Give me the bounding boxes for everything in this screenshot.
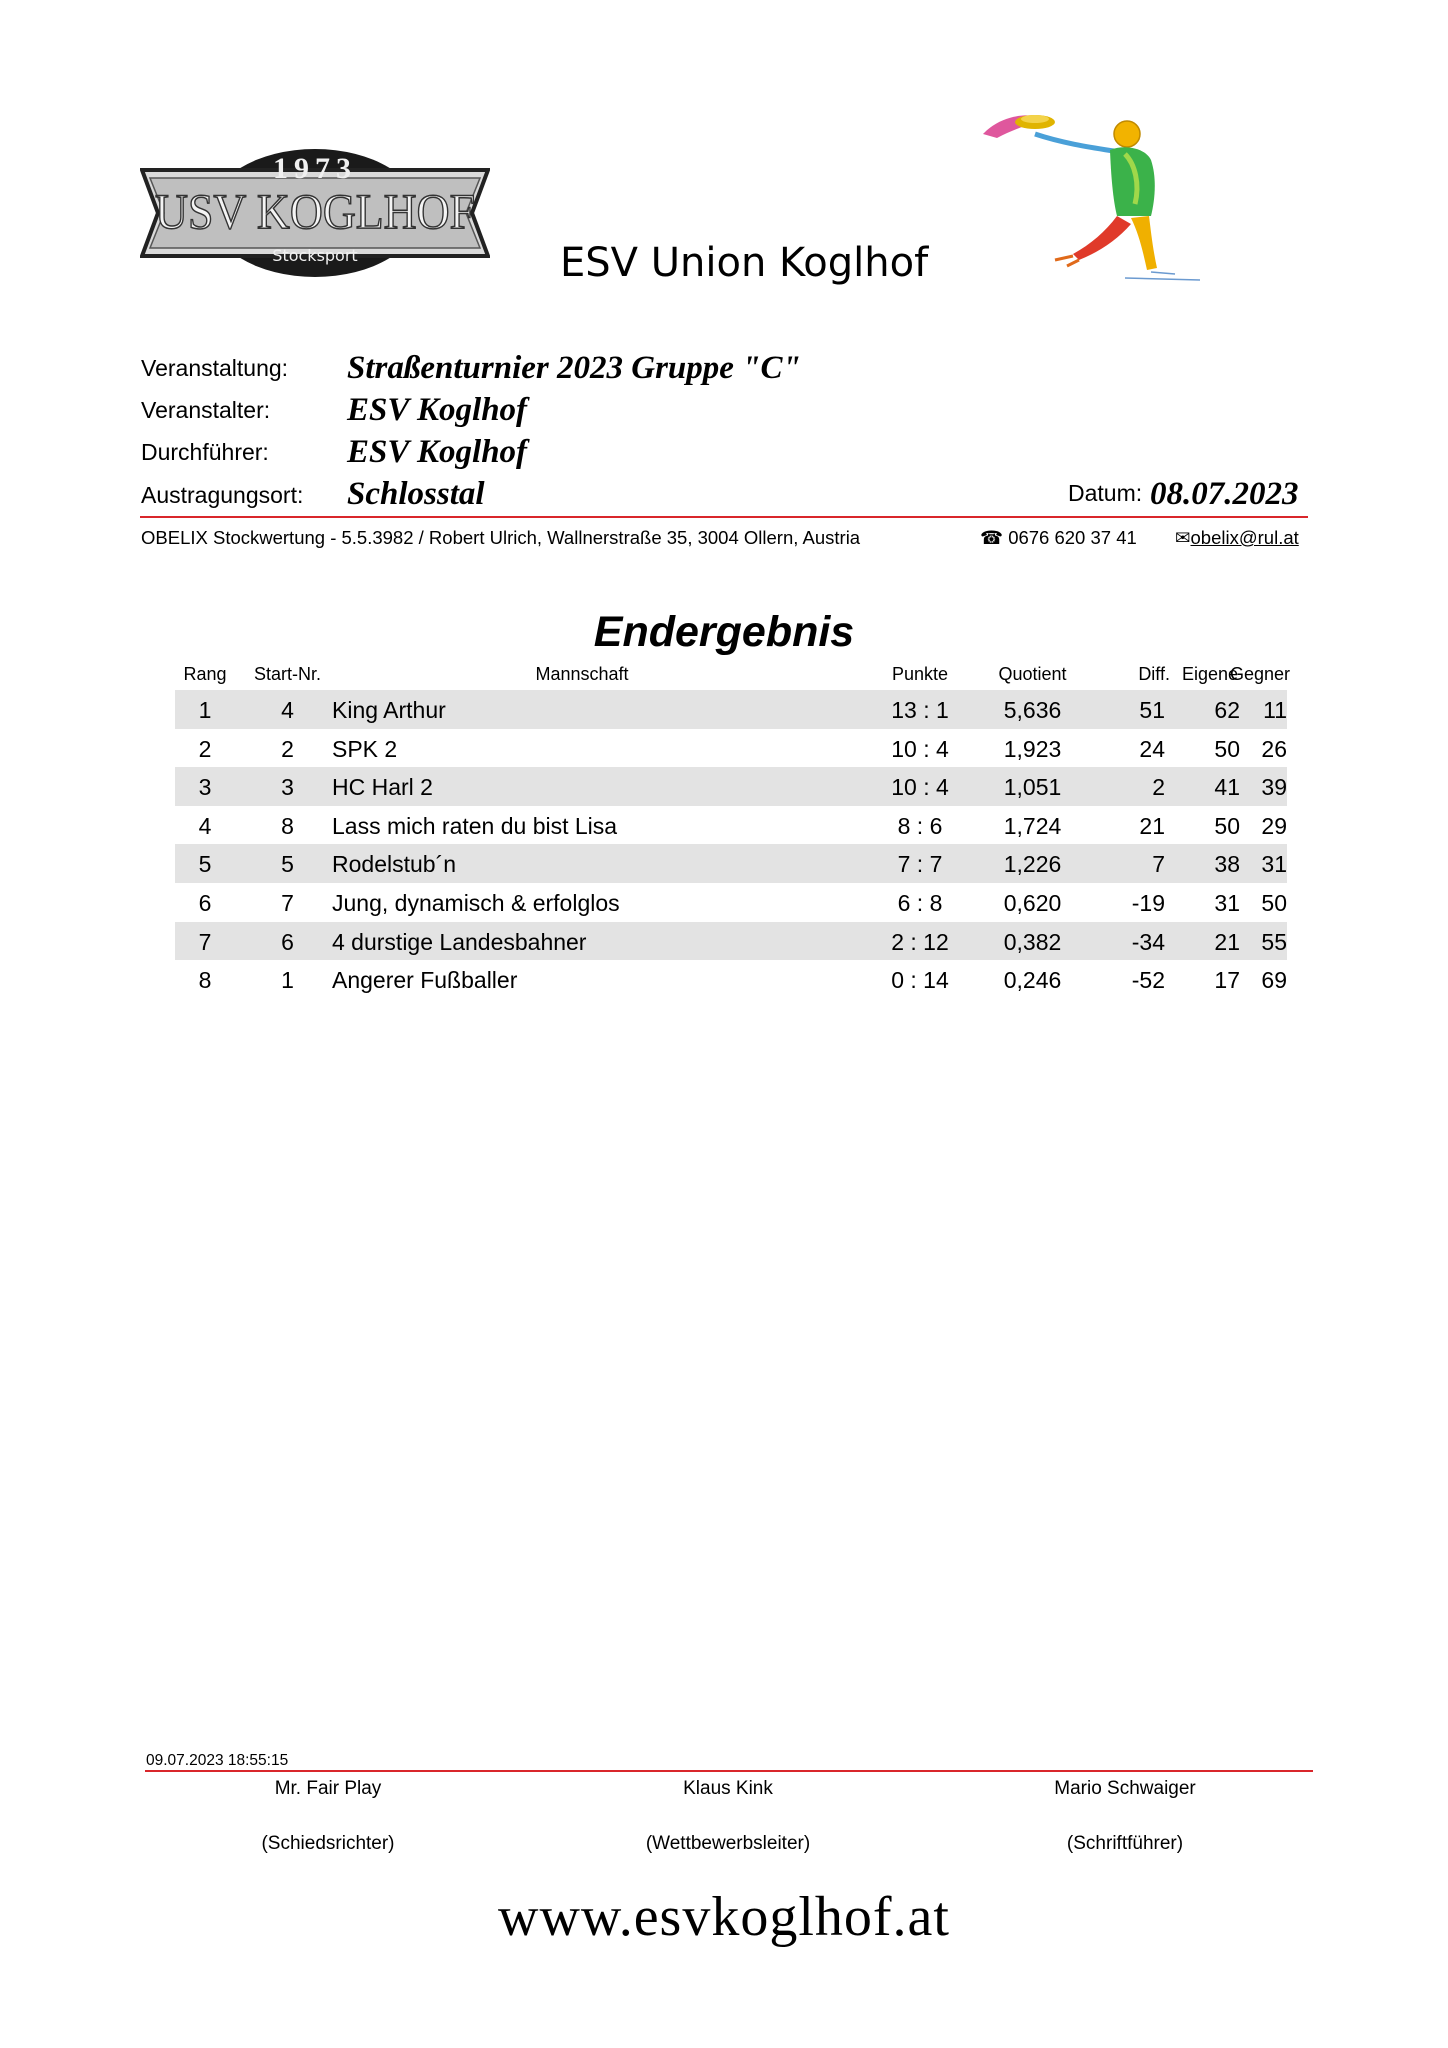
cell-start: 7 [281,889,294,916]
cell-eigene: 38 [1214,851,1240,878]
cell-quotient: 5,636 [1003,697,1062,723]
cell-eigene: 62 [1214,697,1240,723]
cell-eigene: 41 [1214,774,1240,801]
cell-start: 1 [281,967,294,994]
cell-team: Angerer Fußballer [332,967,518,994]
cell-punkte: 8 : 6 [897,812,943,839]
datum-value: 08.07.2023 [1150,476,1299,512]
cell-punkte: 6 : 8 [897,889,943,916]
signature-name: Mario Schwaiger [1054,1778,1196,1799]
cell-punkte: 0 : 14 [891,967,949,994]
ort-label: Austragungsort: [141,482,304,508]
cell-quotient: 1,226 [1003,851,1062,878]
software-credit: OBELIX Stockwertung - 5.5.3982 / Robert Ulrich, Wallnerstraße 35, 3004 Ollern, Austria [141,527,861,548]
datum-label: Datum: [1068,480,1143,506]
cell-team: 4 durstige Landesbahner [332,928,587,955]
table-row [175,883,1287,922]
cell-gegner: 26 [1261,735,1287,762]
cell-team: HC Harl 2 [332,774,433,801]
result-title: Endergebnis [593,608,855,656]
cell-eigene: 17 [1214,967,1240,994]
cell-team: King Arthur [332,697,446,723]
veranstaltung-label: Veranstaltung: [141,355,289,381]
phone-contact [980,527,1137,549]
table-row [175,806,1287,845]
cell-quotient: 0,382 [1003,928,1062,955]
signature-name: Mr. Fair Play [274,1778,382,1799]
cell-rang: 1 [198,697,212,723]
cell-punkte: 7 : 7 [897,851,943,878]
cell-gegner: 29 [1261,812,1287,839]
cell-quotient: 1,724 [1003,812,1062,839]
club-logo [140,148,490,278]
cell-punkte: 13 : 1 [891,697,949,723]
cell-start: 3 [281,774,294,801]
durchfuehrer-value: ESV Koglhof [347,434,528,470]
cell-start: 2 [281,735,294,762]
print-timestamp: 09.07.2023 18:55:15 [146,1752,289,1769]
cell-quotient: 1,923 [1003,735,1062,762]
cell-gegner: 11 [1263,697,1287,723]
cell-rang: 3 [198,774,212,801]
header-eigene: Eigene [1181,664,1239,684]
cell-gegner: 55 [1261,928,1287,955]
cell-quotient: 1,051 [1003,774,1062,801]
cell-rang: 6 [198,889,212,916]
cell-quotient: 0,246 [1003,967,1062,994]
cell-punkte: 2 : 12 [891,928,949,955]
cell-start: 5 [281,851,294,878]
signature-role: (Schiedsrichter) [261,1833,395,1854]
cell-diff: 21 [1139,812,1165,839]
ort-value: Schlosstal [347,476,485,512]
signature-name: Klaus Kink [683,1778,773,1799]
cell-team: Rodelstub´n [332,851,457,878]
cell-gegner: 39 [1261,774,1287,801]
table-row [175,844,1287,883]
signature-role: (Schriftführer) [1066,1833,1184,1854]
stock-player-illustration [975,104,1215,284]
veranstalter-label: Veranstalter: [141,397,271,423]
cell-diff: 7 [1152,851,1165,878]
logo-sub: Stocksport [272,246,358,265]
veranstalter-value: ESV Koglhof [347,392,528,428]
cell-diff: 51 [1139,697,1165,723]
cell-eigene: 31 [1214,889,1240,916]
cell-eigene: 21 [1214,928,1240,955]
header-diff: Diff. [1138,664,1170,684]
cell-eigene: 50 [1214,812,1240,839]
cell-start: 8 [281,812,294,839]
header-punkte: Punkte [891,664,949,684]
header-team: Mannschaft [535,664,629,684]
phone-icon: ☎ [980,527,1004,548]
cell-punkte: 10 : 4 [891,774,949,801]
cell-rang: 4 [198,812,212,839]
cell-rang: 7 [198,928,212,955]
results-table [175,660,1290,999]
cell-team: Lass mich raten du bist Lisa [332,812,618,839]
cell-gegner: 31 [1261,851,1287,878]
cell-diff: 2 [1152,774,1165,801]
header-divider [140,516,1308,518]
table-row [175,690,1287,729]
cell-diff: -52 [1131,967,1165,994]
header-gegner: Gegner [1229,664,1290,684]
mail-icon: ✉ [1175,527,1191,548]
cell-diff: 24 [1139,735,1165,762]
durchfuehrer-label: Durchführer: [141,439,269,465]
header-quotient: Quotient [998,664,1067,684]
veranstaltung-value: Straßenturnier 2023 Gruppe "C" [347,350,801,386]
cell-rang: 2 [198,735,212,762]
cell-diff: -34 [1131,928,1165,955]
cell-team: SPK 2 [332,735,398,762]
club-name: ESV Union Koglhof [560,240,929,286]
cell-gegner: 69 [1261,967,1287,994]
footer-divider [145,1770,1313,1772]
cell-eigene: 50 [1214,735,1240,762]
cell-gegner: 50 [1261,889,1287,916]
signature-role: (Wettbewerbsleiter) [645,1833,811,1854]
table-row [175,960,1287,999]
logo-year: 1973 [273,152,357,185]
cell-team: Jung, dynamisch & erfolglos [332,889,620,916]
email-contact [1175,527,1299,549]
phone-number: 0676 620 37 41 [1008,527,1137,548]
website-url[interactable]: www.esvkoglhof.at [498,1886,950,1948]
email-link[interactable]: obelix@rul.at [1190,527,1299,548]
cell-rang: 5 [198,851,212,878]
header-rang: Rang [183,664,227,684]
table-header [175,660,1290,690]
table-row [175,922,1287,961]
logo-name: USV KOGLHOF [155,183,475,239]
cell-punkte: 10 : 4 [891,735,949,762]
cell-rang: 8 [198,967,212,994]
cell-start: 4 [281,697,294,723]
header-start: Start-Nr. [253,664,321,684]
cell-quotient: 0,620 [1003,889,1062,916]
table-row [175,729,1287,768]
cell-start: 6 [281,928,294,955]
cell-diff: -19 [1131,889,1165,916]
table-row [175,767,1287,806]
